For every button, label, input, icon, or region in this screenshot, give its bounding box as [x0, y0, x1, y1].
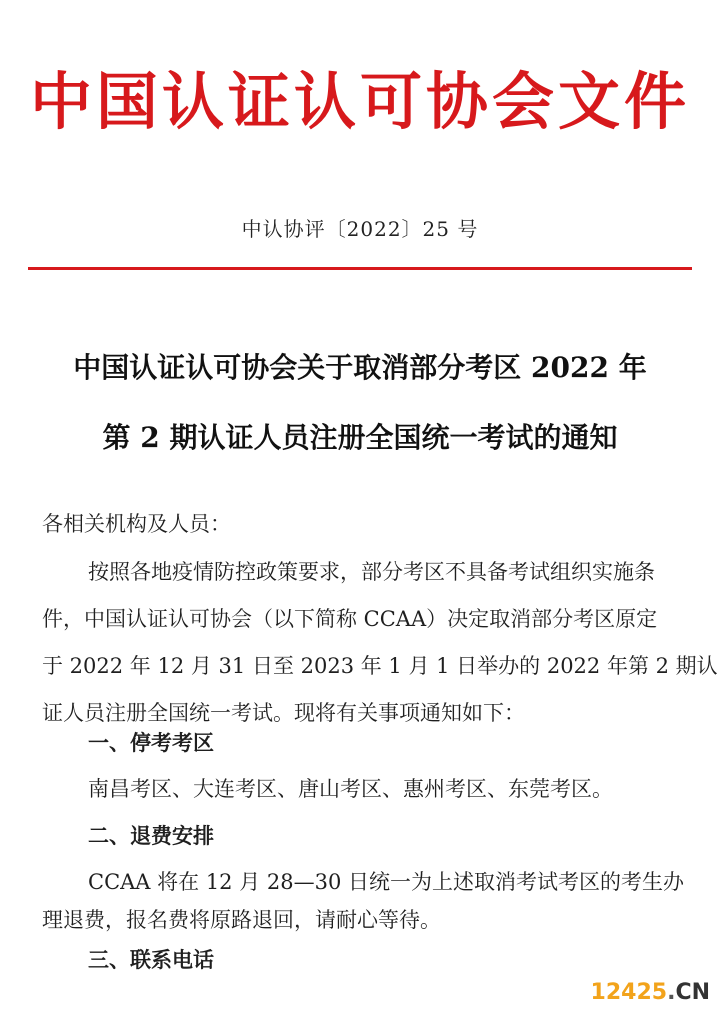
section-1-text: 南昌考区、大连考区、唐山考区、惠州考区、东莞考区。 — [88, 777, 613, 801]
section-2-text-line: CCAA 将在 12 月 28—30 日统一为上述取消考试考区的考生办 — [88, 870, 685, 894]
watermark-number: 12425 — [590, 980, 668, 1005]
section-heading-2: 二、退费安排 — [88, 824, 214, 848]
paragraph-line: 于 2022 年 12 月 31 日至 2023 年 1 月 1 日举办的 2022 年第 2 期认 — [42, 654, 718, 678]
masthead-title: 中国认证认可协会文件 — [29, 65, 690, 138]
section-2-text-line: 理退费，报名费将原路退回，请耐心等待。 — [42, 908, 441, 932]
section-heading-1: 一、停考考区 — [88, 731, 214, 755]
section-heading-3: 三、联系电话 — [88, 948, 214, 972]
salutation: 各相关机构及人员： — [42, 512, 231, 536]
document-number: 中认协评〔2022〕25 号 — [241, 217, 479, 241]
notice-title-line-2: 第 2 期认证人员注册全国统一考试的通知 — [102, 421, 618, 454]
notice-title-line-1: 中国认证认可协会关于取消部分考区 2022 年 — [73, 351, 647, 384]
paragraph-line: 按照各地疫情防控政策要求，部分考区不具备考试组织实施条 — [88, 560, 655, 584]
paragraph-line: 证人员注册全国统一考试。现将有关事项通知如下： — [42, 701, 525, 725]
watermark-tld: CN — [675, 980, 710, 1005]
watermark-dot: . — [667, 980, 676, 1005]
red-divider-rule — [28, 267, 692, 270]
paragraph-line: 件，中国认证认可协会（以下简称 CCAA）决定取消部分考区原定 — [42, 607, 658, 631]
site-watermark — [591, 979, 710, 1007]
